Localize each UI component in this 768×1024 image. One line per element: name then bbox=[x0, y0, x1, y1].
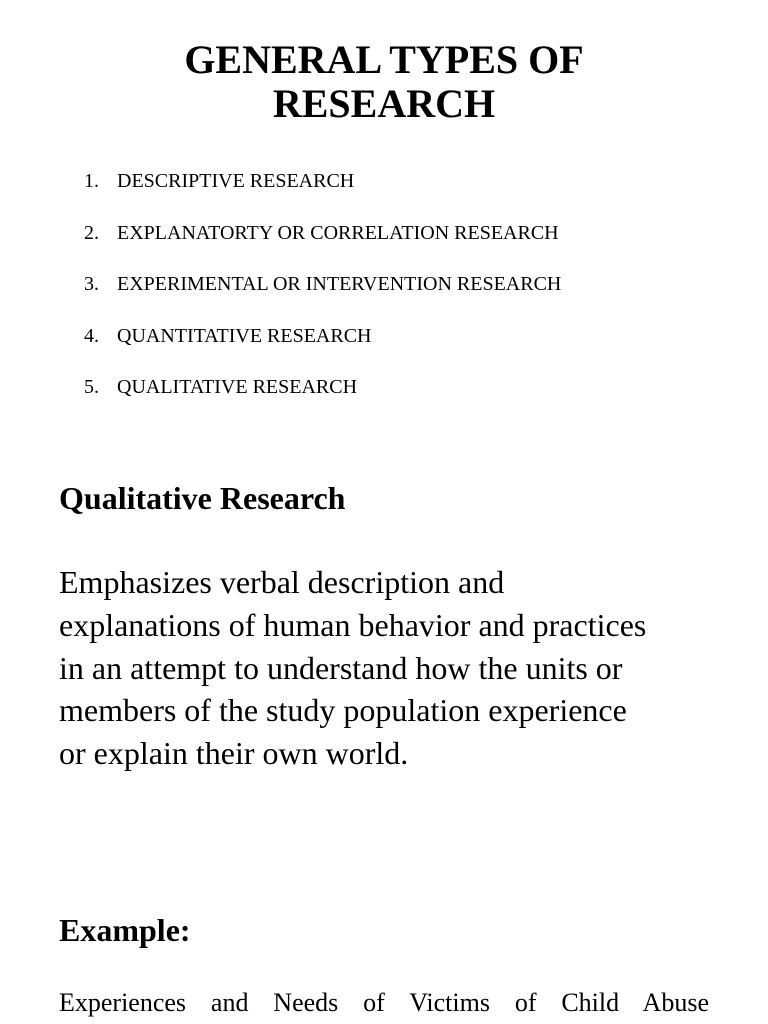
example-text: Experiences and Needs of Victims of Child Abuse bbox=[59, 988, 709, 1017]
list-item bbox=[84, 169, 724, 221]
list-item bbox=[84, 221, 724, 273]
list-item-number: 3. bbox=[84, 273, 99, 296]
section-heading: Qualitative Research bbox=[59, 480, 346, 516]
list-item-label: DESCRIPTIVE RESEARCH bbox=[117, 170, 355, 192]
list-item-number: 4. bbox=[84, 324, 99, 347]
list-item-number: 5. bbox=[84, 376, 99, 399]
list-item bbox=[84, 324, 724, 376]
list-item bbox=[84, 375, 724, 427]
example-heading: Example: bbox=[59, 912, 191, 948]
section-definition: Emphasizes verbal description and explanations of human behavior and practices in an attempt to understand how the units or members of the study population experience or explain their own world. bbox=[59, 564, 647, 772]
page-title bbox=[0, 38, 768, 126]
list-item bbox=[84, 272, 724, 324]
research-types-list bbox=[84, 169, 724, 427]
list-item-number: 2. bbox=[84, 221, 99, 244]
list-item-number: 1. bbox=[84, 170, 99, 192]
list-item-label: EXPERIMENTAL OR INTERVENTION RESEARCH bbox=[117, 273, 562, 296]
page-title-line-2: RESEARCH bbox=[272, 81, 496, 126]
page-title-line-1: GENERAL TYPES OF bbox=[184, 37, 584, 82]
list-item-label: QUALITATIVE RESEARCH bbox=[117, 376, 358, 399]
list-item-label: QUANTITATIVE RESEARCH bbox=[117, 324, 372, 347]
list-item-label: EXPLANATORTY OR CORRELATION RESEARCH bbox=[117, 221, 559, 244]
